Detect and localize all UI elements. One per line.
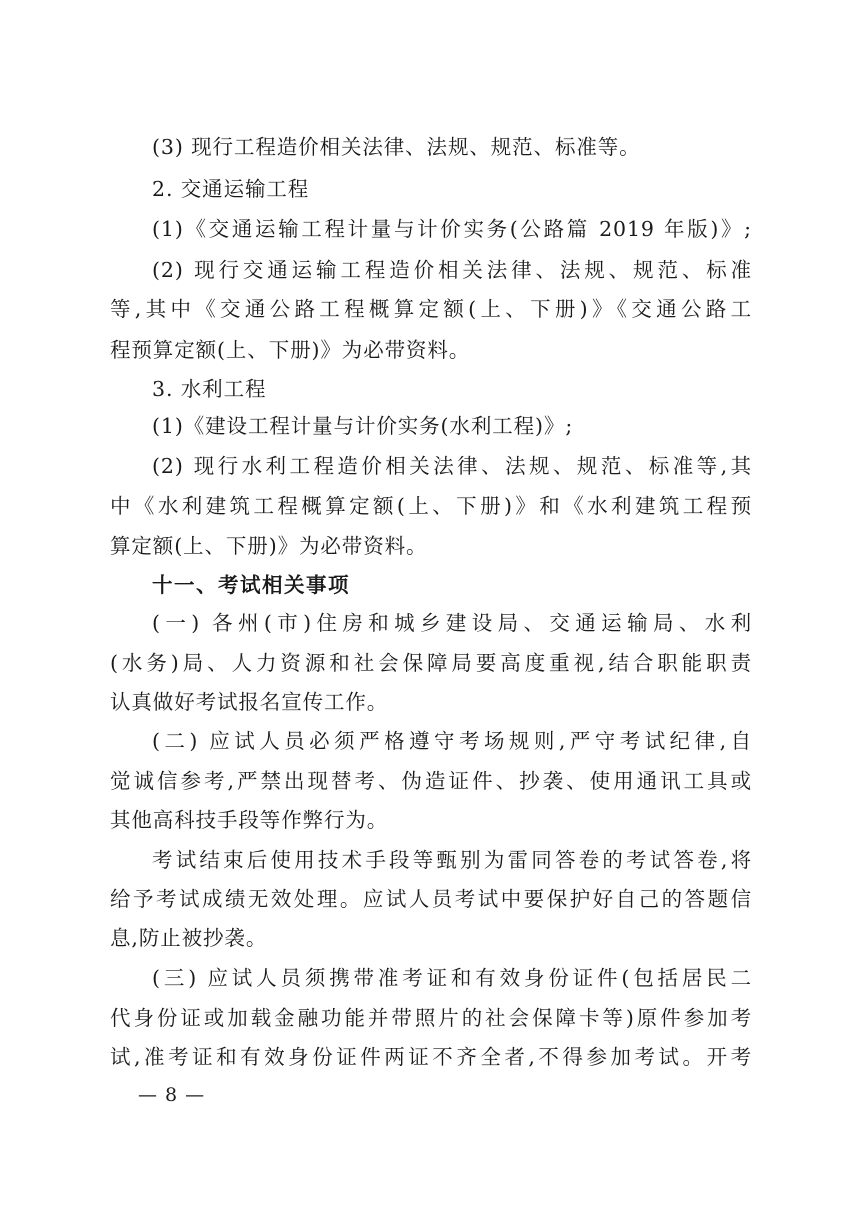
text-line-transport-4: 程预算定额(上、下册)》为必带资料。 — [110, 338, 471, 362]
text-line-item3-2: 代身份证或加载金融功能并带照片的社会保障卡等)原件参加考 — [110, 1006, 752, 1030]
page-number: — 8 — — [138, 1084, 206, 1106]
text-line-water-3: 中《水利建筑工程概算定额(上、下册)》和《水利建筑工程预 — [110, 494, 752, 518]
text-line-item1-1: (一) 各州(市)住房和城乡建设局、交通运输局、水利 — [152, 611, 752, 635]
text-line-water-2: (2) 现行水利工程造价相关法律、法规、规范、标准等,其 — [152, 454, 752, 478]
section-heading-exam-matters: 十一、考试相关事项 — [152, 573, 350, 597]
text-line-transport-1: (1)《交通运输工程计量与计价实务(公路篇 2019 年版)》; — [152, 217, 752, 241]
text-line-item2-6: 息,防止被抄袭。 — [110, 926, 268, 950]
text-line-water-1: (1)《建设工程计量与计价实务(水利工程)》; — [152, 414, 574, 438]
text-line-item1-3: 认真做好考试报名宣传工作。 — [110, 690, 389, 714]
text-line-transport-2: (2) 现行交通运输工程造价相关法律、法规、规范、标准 — [152, 258, 752, 282]
section-heading-transport: 2. 交通运输工程 — [152, 177, 310, 201]
text-line-item2-4: 考试结束后使用技术手段等甄别为雷同答卷的考试答卷,将 — [152, 848, 752, 872]
text-line-item3-1: (三) 应试人员须携带准考证和有效身份证件(包括居民二 — [152, 966, 752, 990]
text-line-transport-3: 等,其中《交通公路工程概算定额(上、下册)》《交通公路工 — [110, 297, 752, 321]
section-heading-water: 3. 水利工程 — [152, 377, 267, 401]
text-line-item2-5: 给予考试成绩无效处理。应试人员考试中要保护好自己的答题信 — [110, 887, 752, 911]
text-line-item2-2: 觉诚信参考,严禁出现替考、伪造证件、抄袭、使用通讯工具或 — [110, 769, 752, 793]
text-line-item1-2: (水务)局、人力资源和社会保障局要高度重视,结合职能职责 — [110, 651, 752, 675]
text-line-item3-3: 试,准考证和有效身份证件两证不齐全者,不得参加考试。开考 — [110, 1045, 752, 1069]
text-line-law-standards-1: (3) 现行工程造价相关法律、法规、规范、标准等。 — [152, 135, 641, 159]
text-line-water-4: 算定额(上、下册)》为必带资料。 — [110, 534, 428, 558]
text-line-item2-1: (二) 应试人员必须严格遵守考场规则,严守考试纪律,自 — [152, 729, 752, 753]
text-line-item2-3: 其他高科技手段等作弊行为。 — [110, 808, 389, 832]
